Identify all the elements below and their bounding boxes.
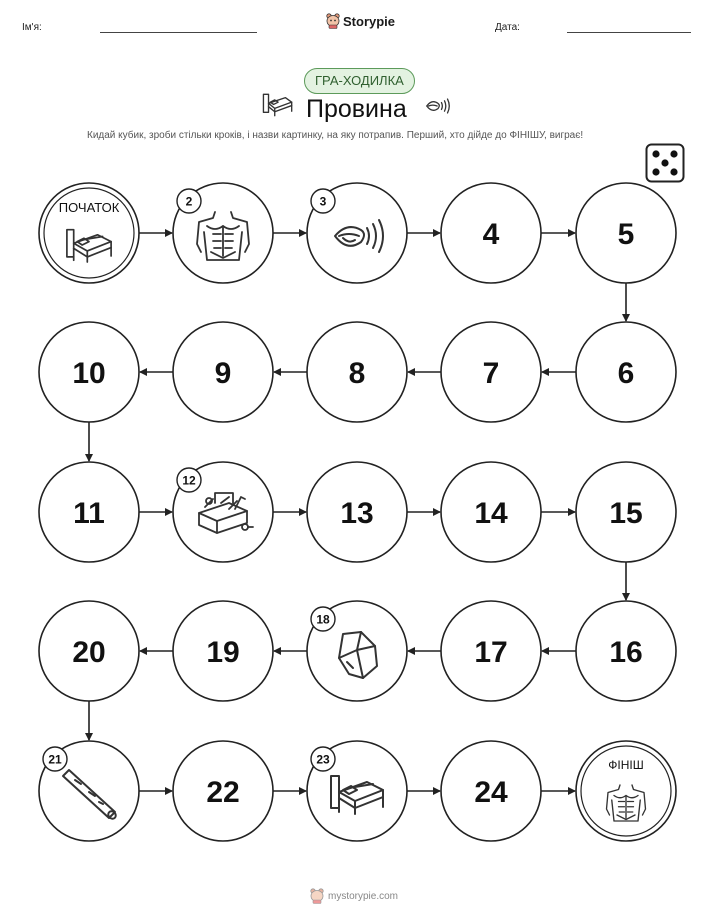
board-cell-24[interactable] (441, 741, 541, 841)
board-cell-2[interactable] (173, 183, 273, 283)
board-cell-16[interactable] (576, 601, 676, 701)
cell-number: 22 (206, 776, 240, 809)
board-cell-8[interactable] (307, 322, 407, 422)
board-cell-22[interactable] (173, 741, 273, 841)
cell-number: 5 (617, 218, 635, 251)
cell-circle (576, 741, 676, 841)
board-cell-6[interactable] (576, 322, 676, 422)
board-cell-5[interactable] (576, 183, 676, 283)
cell-number: 8 (348, 357, 366, 390)
date-label: Дата: (495, 22, 520, 33)
board-cell-18[interactable] (307, 601, 407, 701)
cell-circle (39, 183, 139, 283)
cell-number: 15 (609, 497, 643, 530)
cell-number: 10 (72, 357, 106, 390)
cell-number: 18 (316, 612, 330, 627)
board-cell-3[interactable] (307, 183, 407, 283)
board-cell-21[interactable] (39, 741, 139, 841)
cell-number: 3 (319, 194, 327, 209)
instructions: Кидай кубик, зроби стільки кроків, і назви картинку, на яку потрапив. Перший, хто дійде до ФІНІШУ, виграє! (87, 130, 584, 141)
board-cell-23[interactable] (307, 741, 407, 841)
footer-mascot-icon (310, 888, 324, 904)
cell-number: 12 (182, 473, 196, 488)
cell-number: 4 (482, 218, 500, 251)
cell-number: 7 (482, 357, 500, 390)
game-type-badge: ГРА-ХОДИЛКА (304, 68, 415, 94)
board-cell-9[interactable] (173, 322, 273, 422)
brand-name: Storypie (343, 13, 396, 29)
board-cell-14[interactable] (441, 462, 541, 562)
start-label: ПОЧАТОК (58, 200, 120, 215)
cell-number: 6 (617, 357, 635, 390)
cell-number: 14 (474, 497, 508, 530)
finish-label: ФІНІШ (608, 758, 644, 772)
board-cell-19[interactable] (173, 601, 273, 701)
board-cell-13[interactable] (307, 462, 407, 562)
cell-number: 23 (316, 752, 330, 767)
cell-number: 24 (474, 776, 508, 809)
cell-number: 11 (73, 497, 105, 530)
board-cell-10[interactable] (39, 322, 139, 422)
footer (310, 888, 398, 904)
cell-number: 9 (214, 357, 232, 390)
name-label: Ім'я: (22, 22, 42, 33)
cell-number: 19 (206, 636, 240, 669)
board-cell-20[interactable] (39, 601, 139, 701)
cell-number: 13 (340, 497, 374, 530)
board-cell-12[interactable] (173, 462, 273, 562)
cell-number: 20 (72, 636, 106, 669)
board-cell-11[interactable] (39, 462, 139, 562)
cell-number: 16 (609, 636, 643, 669)
board-cell-4[interactable] (441, 183, 541, 283)
board-cell-17[interactable] (441, 601, 541, 701)
board-cell-15[interactable] (576, 462, 676, 562)
cell-number: 21 (48, 752, 62, 767)
board-cell-1[interactable] (39, 183, 139, 283)
board-cell-25[interactable] (576, 741, 676, 841)
board-cell-7[interactable] (441, 322, 541, 422)
page-title: Провина (306, 95, 407, 123)
cell-number: 17 (474, 636, 508, 669)
cell-number: 2 (185, 194, 193, 209)
footer-site-link[interactable]: mystorypie.com (328, 890, 399, 902)
